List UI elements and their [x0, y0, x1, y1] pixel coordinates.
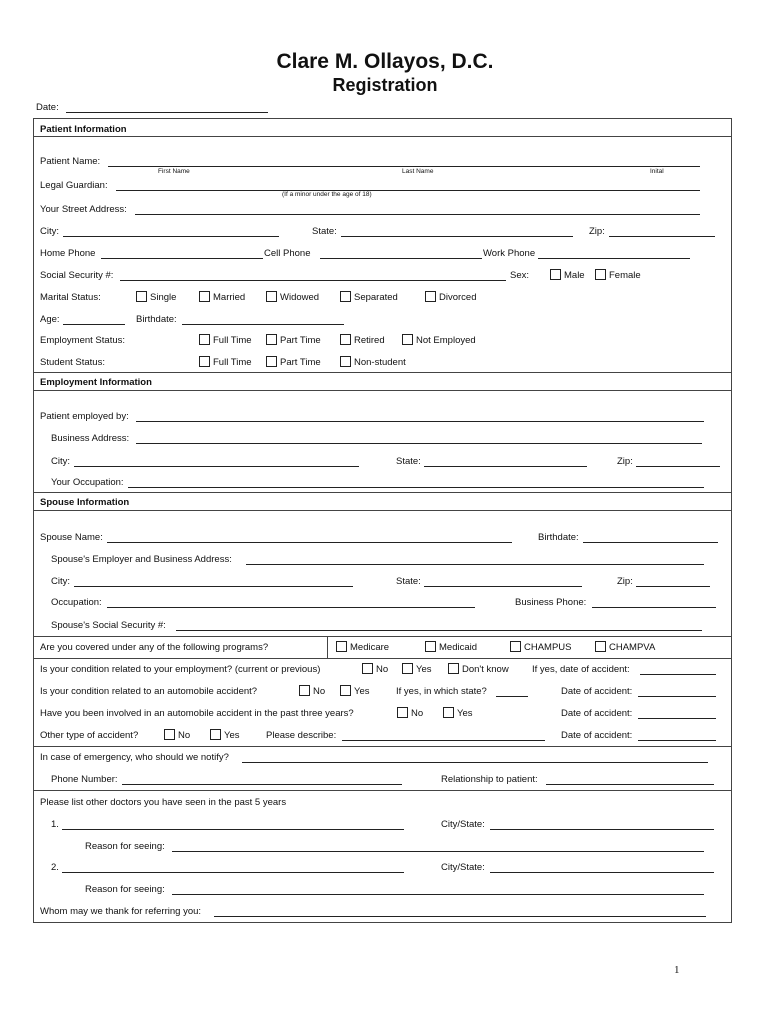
- doctor-1-citystate-field[interactable]: [490, 829, 714, 830]
- divider: [33, 746, 732, 747]
- date-field[interactable]: [66, 112, 268, 113]
- patient-name-field[interactable]: [108, 166, 700, 167]
- sex-label: Sex:: [510, 270, 530, 281]
- employer-label: Patient employed by:: [40, 411, 129, 422]
- doctor-1-reason-label: Reason for seeing:: [85, 841, 165, 852]
- spouse-city-field[interactable]: [74, 586, 353, 587]
- emp-retired-checkbox[interactable]: [340, 334, 351, 345]
- divider: [33, 390, 732, 391]
- spouse-business-phone-field[interactable]: [592, 607, 716, 608]
- relationship-field[interactable]: [546, 784, 714, 785]
- section-header-spouse: Spouse Information: [40, 497, 130, 508]
- date-label: Date:: [36, 102, 59, 113]
- zip-label: Zip:: [589, 226, 605, 237]
- auto-state-label: If yes, in which state?: [396, 686, 487, 697]
- ssn-label: Social Security #:: [40, 270, 114, 281]
- employer-field[interactable]: [136, 421, 704, 422]
- emp-accident-date-label: If yes, date of accident:: [532, 664, 630, 675]
- medicare-checkbox[interactable]: [336, 641, 347, 652]
- stu-parttime-checkbox[interactable]: [266, 356, 277, 367]
- past-date-label: Date of accident:: [561, 708, 633, 719]
- marital-married-label: Married: [213, 292, 246, 303]
- sex-female-checkbox[interactable]: [595, 269, 606, 280]
- divider: [33, 372, 732, 373]
- divider: [33, 636, 732, 637]
- state-label: State:: [312, 226, 337, 237]
- employment-accident-question: Is your condition related to your employment? (current or previous): [40, 664, 321, 675]
- work-phone-field[interactable]: [538, 258, 690, 259]
- divider: [327, 636, 328, 658]
- marital-single-checkbox[interactable]: [136, 291, 147, 302]
- guardian-caption: (If a minor under the age of 18): [282, 191, 372, 198]
- marital-separated-checkbox[interactable]: [340, 291, 351, 302]
- employment-status-label: Employment Status:: [40, 335, 126, 346]
- street-field[interactable]: [135, 214, 700, 215]
- page-number: 1: [674, 964, 680, 976]
- section-header-employment: Employment Information: [40, 377, 152, 388]
- age-label: Age:: [40, 314, 60, 325]
- section-header-patient: Patient Information: [40, 124, 127, 135]
- champva-label: CHAMPVA: [609, 642, 656, 653]
- form-title: Clare M. Ollayos, D.C.: [276, 50, 494, 73]
- student-status-label: Student Status:: [40, 357, 105, 368]
- emp-accident-yes-label: Yes: [416, 664, 432, 675]
- emp-accident-dontknow-checkbox[interactable]: [448, 663, 459, 674]
- spouse-birthdate-field[interactable]: [583, 542, 718, 543]
- auto-no-label: No: [313, 686, 326, 697]
- spouse-zip-field[interactable]: [636, 586, 710, 587]
- doctor-2-citystate-field[interactable]: [490, 872, 714, 873]
- business-address-field[interactable]: [136, 443, 702, 444]
- spouse-business-phone-label: Business Phone:: [515, 597, 587, 608]
- doctor-2-number: 2.: [51, 862, 59, 873]
- state-field[interactable]: [341, 236, 573, 237]
- emergency-contact-field[interactable]: [242, 762, 708, 763]
- spouse-ssn-field[interactable]: [176, 630, 702, 631]
- marital-separated-label: Separated: [354, 292, 398, 303]
- spouse-ssn-label: Spouse's Social Security #:: [51, 620, 166, 631]
- stu-parttime-label: Part Time: [280, 357, 321, 368]
- past-accident-question: Have you been involved in an automobile accident in the past three years?: [40, 708, 354, 719]
- marital-divorced-checkbox[interactable]: [425, 291, 436, 302]
- spouse-name-label: Spouse Name:: [40, 532, 103, 543]
- other-yes-checkbox[interactable]: [210, 729, 221, 740]
- city-field[interactable]: [63, 236, 279, 237]
- emp-accident-yes-checkbox[interactable]: [402, 663, 413, 674]
- ssn-field[interactable]: [120, 280, 506, 281]
- stu-nonstudent-checkbox[interactable]: [340, 356, 351, 367]
- past-no-label: No: [411, 708, 424, 719]
- spouse-zip-label: Zip:: [617, 576, 633, 587]
- doctor-2-reason-label: Reason for seeing:: [85, 884, 165, 895]
- doctors-question: Please list other doctors you have seen in the past 5 years: [40, 797, 287, 808]
- emp-zip-field[interactable]: [636, 466, 720, 467]
- spouse-occupation-field[interactable]: [107, 607, 475, 608]
- emp-retired-label: Retired: [354, 335, 385, 346]
- auto-state-field[interactable]: [496, 696, 528, 697]
- occupation-field[interactable]: [128, 487, 704, 488]
- past-yes-checkbox[interactable]: [443, 707, 454, 718]
- stu-fulltime-checkbox[interactable]: [199, 356, 210, 367]
- guardian-label: Legal Guardian:: [40, 180, 108, 191]
- emp-notemployed-label: Not Employed: [416, 335, 476, 346]
- spouse-state-field[interactable]: [424, 586, 582, 587]
- divider: [33, 790, 732, 791]
- spouse-employer-field[interactable]: [246, 564, 704, 565]
- form-subtitle: Registration: [332, 75, 438, 95]
- emp-notemployed-checkbox[interactable]: [402, 334, 413, 345]
- emp-accident-no-label: No: [376, 664, 389, 675]
- home-phone-label: Home Phone: [40, 248, 96, 259]
- zip-field[interactable]: [609, 236, 715, 237]
- emp-zip-label: Zip:: [617, 456, 633, 467]
- emergency-question: In case of emergency, who should we notify?: [40, 752, 229, 763]
- doctor-2-citystate-label: City/State:: [441, 862, 485, 873]
- sex-male-label: Male: [564, 270, 585, 281]
- other-yes-label: Yes: [224, 730, 240, 741]
- emp-state-field[interactable]: [424, 466, 587, 467]
- other-no-checkbox[interactable]: [164, 729, 175, 740]
- doctor-2-reason-field[interactable]: [172, 894, 704, 895]
- emp-state-label: State:: [396, 456, 421, 467]
- champva-checkbox[interactable]: [595, 641, 606, 652]
- marital-divorced-label: Divorced: [439, 292, 477, 303]
- emp-accident-dontknow-label: Don't know: [462, 664, 509, 675]
- emp-accident-date-field[interactable]: [640, 674, 716, 675]
- initial-caption: Inital: [650, 168, 664, 175]
- sex-female-label: Female: [609, 270, 641, 281]
- emp-accident-no-checkbox[interactable]: [362, 663, 373, 674]
- auto-yes-label: Yes: [354, 686, 370, 697]
- other-no-label: No: [178, 730, 191, 741]
- birthdate-label: Birthdate:: [136, 314, 177, 325]
- age-field[interactable]: [63, 324, 125, 325]
- other-date-field[interactable]: [638, 740, 716, 741]
- referral-label: Whom may we thank for referring you:: [40, 906, 202, 917]
- spouse-employer-label: Spouse's Employer and Business Address:: [51, 554, 232, 565]
- doctor-1-citystate-label: City/State:: [441, 819, 485, 830]
- divider: [33, 658, 732, 659]
- doctor-1-number: 1.: [51, 819, 59, 830]
- doctor-1-reason-field[interactable]: [172, 851, 704, 852]
- marital-widowed-label: Widowed: [280, 292, 320, 303]
- emp-city-field[interactable]: [74, 466, 359, 467]
- auto-date-field[interactable]: [638, 696, 716, 697]
- last-name-caption: Last Name: [402, 168, 434, 175]
- medicare-label: Medicare: [350, 642, 390, 653]
- describe-label: Please describe:: [266, 730, 337, 741]
- first-name-caption: First Name: [158, 168, 190, 175]
- birthdate-field[interactable]: [182, 324, 344, 325]
- guardian-field[interactable]: [116, 190, 700, 191]
- medicaid-label: Medicaid: [439, 642, 478, 653]
- emp-parttime-checkbox[interactable]: [266, 334, 277, 345]
- auto-accident-question: Is your condition related to an automobile accident?: [40, 686, 258, 697]
- relationship-label: Relationship to patient:: [441, 774, 538, 785]
- stu-nonstudent-label: Non-student: [354, 357, 406, 368]
- emp-fulltime-checkbox[interactable]: [199, 334, 210, 345]
- spouse-occupation-label: Occupation:: [51, 597, 102, 608]
- patient-name-label: Patient Name:: [40, 156, 101, 167]
- home-phone-field[interactable]: [101, 258, 263, 259]
- marital-label: Marital Status:: [40, 292, 101, 303]
- emp-parttime-label: Part Time: [280, 335, 321, 346]
- stu-fulltime-label: Full Time: [213, 357, 252, 368]
- doctor-2-field[interactable]: [62, 872, 404, 873]
- emergency-phone-label: Phone Number:: [51, 774, 118, 785]
- auto-yes-checkbox[interactable]: [340, 685, 351, 696]
- marital-widowed-checkbox[interactable]: [266, 291, 277, 302]
- spouse-city-label: City:: [51, 576, 70, 587]
- spouse-state-label: State:: [396, 576, 421, 587]
- other-accident-question: Other type of accident?: [40, 730, 139, 741]
- emergency-phone-field[interactable]: [122, 784, 402, 785]
- spouse-name-field[interactable]: [107, 542, 512, 543]
- street-label: Your Street Address:: [40, 204, 127, 215]
- work-phone-label: Work Phone: [483, 248, 536, 259]
- referral-field[interactable]: [214, 916, 706, 917]
- cell-phone-field[interactable]: [320, 258, 482, 259]
- marital-single-label: Single: [150, 292, 177, 303]
- spouse-birthdate-label: Birthdate:: [538, 532, 579, 543]
- divider: [33, 492, 732, 493]
- divider: [33, 510, 732, 511]
- describe-field[interactable]: [342, 740, 545, 741]
- doctor-1-field[interactable]: [62, 829, 404, 830]
- marital-married-checkbox[interactable]: [199, 291, 210, 302]
- other-date-label: Date of accident:: [561, 730, 633, 741]
- auto-no-checkbox[interactable]: [299, 685, 310, 696]
- city-label: City:: [40, 226, 59, 237]
- business-address-label: Business Address:: [51, 433, 130, 444]
- past-date-field[interactable]: [638, 718, 716, 719]
- auto-date-label: Date of accident:: [561, 686, 633, 697]
- emp-fulltime-label: Full Time: [213, 335, 252, 346]
- past-yes-label: Yes: [457, 708, 473, 719]
- emp-city-label: City:: [51, 456, 70, 467]
- champus-checkbox[interactable]: [510, 641, 521, 652]
- cell-phone-label: Cell Phone: [264, 248, 311, 259]
- past-no-checkbox[interactable]: [397, 707, 408, 718]
- coverage-question: Are you covered under any of the following programs?: [40, 642, 269, 653]
- divider: [33, 136, 732, 137]
- champus-label: CHAMPUS: [524, 642, 572, 653]
- medicaid-checkbox[interactable]: [425, 641, 436, 652]
- occupation-label: Your Occupation:: [51, 477, 124, 488]
- sex-male-checkbox[interactable]: [550, 269, 561, 280]
